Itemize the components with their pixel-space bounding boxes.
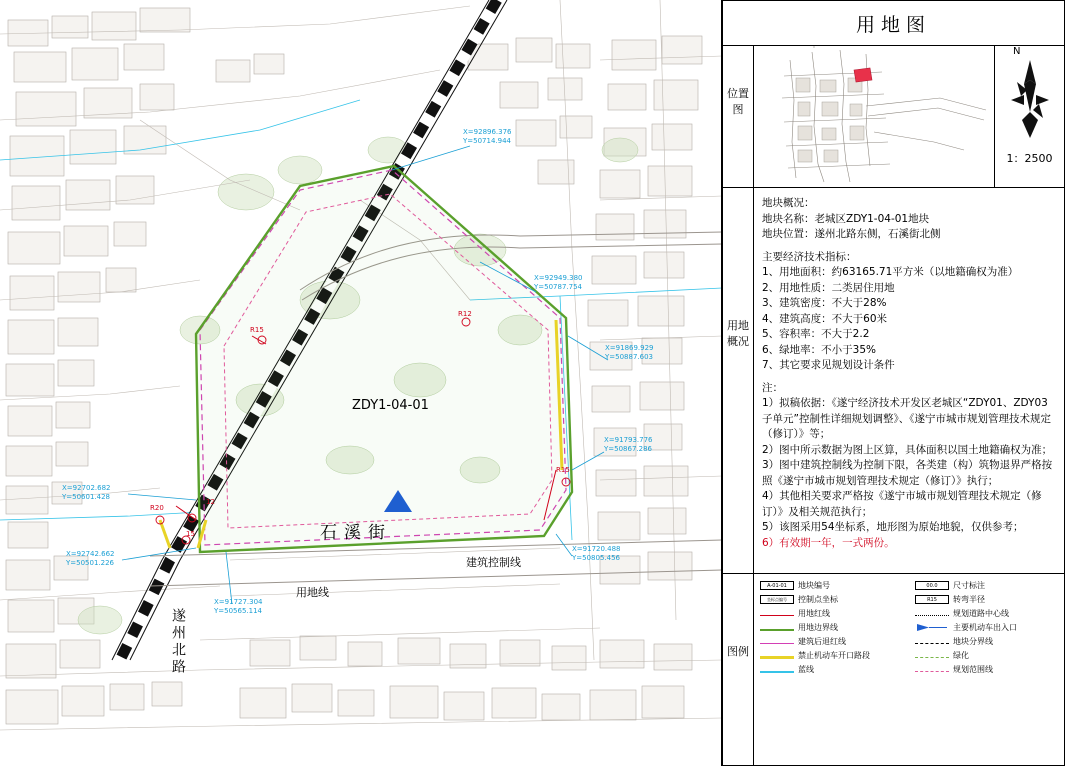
legend-item-label: 尺寸标注: [953, 581, 985, 590]
metric-item: 3、建筑密度：不大于28%: [762, 297, 887, 309]
legend-item: [915, 594, 1060, 605]
parcel-location-line: 地块位置：遂州北路东侧，石溪街北侧: [762, 228, 941, 240]
metric-item: 7、其它要求见规划设计条件: [762, 359, 895, 371]
legend-item: [760, 580, 905, 591]
legend-item: [760, 608, 905, 619]
metric-item: 2、用地性质：二类居住用地: [762, 281, 895, 294]
coordinate-label: X=92702.682 Y=50601.428: [62, 484, 111, 501]
location-map-row: [723, 46, 1064, 187]
legend-body: [754, 574, 1064, 766]
legend-item-label: 用地红线: [798, 609, 830, 618]
legend-item: [915, 636, 1060, 647]
no-access-swatch-icon: [760, 656, 794, 659]
legend-item: [915, 622, 1060, 633]
setback-line-swatch-icon: [760, 643, 794, 644]
metric-item: 1、用地面积：约63165.71平方米（以地籍确权为准）: [762, 266, 1019, 278]
scale-label: 1：2500: [1006, 152, 1053, 165]
coordinate-label: X=92949.380 Y=50787.754: [534, 274, 583, 291]
legend-item: [915, 664, 1060, 675]
road-centerline-swatch-icon: [915, 615, 949, 616]
entrance-arrow-swatch-icon: [915, 623, 949, 632]
parcel-code-label: ZDY1-04-01: [352, 398, 429, 413]
legend-item-label: 规划道路中心线: [953, 609, 1009, 618]
parcel-divider-swatch-icon: [915, 643, 949, 644]
street-label-shixijie: 石溪街: [320, 523, 392, 543]
metrics-heading: 主要经济技术指标：: [762, 250, 857, 263]
overview-side-label: 用地概况: [727, 319, 749, 348]
legend-row: [723, 574, 1064, 766]
location-map[interactable]: [754, 46, 994, 187]
greenery-swatch-icon: [915, 657, 949, 658]
sheet-title-row: [723, 1, 1064, 45]
legend-item: [915, 580, 1060, 591]
red-line-swatch-icon: [760, 615, 794, 616]
note-item: 1）拟稿依据：《遂宁经济技术开发区老城区“ZDY01、ZDY03子单元”控制性详细规划调整》、《遂宁市城市规划管理技术规定（修订）》等；: [762, 397, 1051, 440]
north-arrow-icon: [1005, 54, 1055, 144]
note-item: 5）该图采用54坐标系，地形图为原始地貌，仅供参考；: [762, 521, 1024, 533]
land-use-line-label: 用地线: [296, 586, 329, 599]
north-letter: N: [1013, 46, 1021, 57]
legend-item: [760, 594, 905, 605]
dimension-label: 15: [186, 530, 195, 538]
green-boundary-swatch-icon: [760, 629, 794, 631]
note-item-validity: 6）有效期一年，一式两份。: [762, 536, 895, 549]
coordinate-label: X=91869.929 Y=50887.603: [605, 344, 654, 361]
parcel-name-line: 地块名称：老城区ZDY1-04-01地块: [762, 212, 930, 225]
location-map-label: 位置图: [727, 87, 749, 116]
coordinate-label: X=91793.776 Y=50867.286: [604, 436, 653, 453]
legend-item: [915, 650, 1060, 661]
legend-item-label: 建筑后退红线: [798, 637, 846, 646]
legend-item: [760, 622, 905, 633]
coordinate-label: X=92742.662 Y=50501.226: [66, 550, 115, 567]
legend-item-label: 转弯半径: [953, 595, 985, 604]
parcel-code-swatch-icon: A-01-01: [760, 581, 794, 590]
dimension-label: R12: [458, 310, 472, 318]
legend-item-label: 控制点坐标: [798, 595, 838, 604]
note-item: 2）图中所示数据为图上区算，具体面积以国土地籍确权为准；: [762, 443, 1053, 456]
dimension-label: 12: [206, 498, 215, 506]
coordinate-label: X=92896.376 Y=50714.944: [463, 128, 512, 145]
legend-item: [760, 636, 905, 647]
street-label-suizhoubeilu: 遂州北路: [170, 608, 186, 676]
dimension-label: R20: [150, 504, 164, 512]
legend-item: [760, 664, 905, 675]
scale-cell: [995, 46, 1064, 187]
note-item: 3）图中建筑控制线为控制下限，各类建（构）筑物退界严格按照《遂宁市城市规划管理技术规定（修订）》执行；: [762, 459, 1053, 487]
legend-item-label: 蓝线: [798, 665, 814, 674]
coordinate-label: X=91720.488 Y=50805.456: [572, 545, 621, 562]
info-panel: [722, 0, 1065, 766]
legend-item-label: 用地边界线: [798, 623, 838, 632]
legend-item: [760, 650, 905, 661]
note-item: 4）其他相关要求严格按《遂宁市城市规划管理技术规定（修订）》及相关规范执行；: [762, 490, 1042, 518]
legend-item-label: 地块编号: [798, 581, 830, 590]
metric-item: 6、绿地率：不小于35%: [762, 343, 877, 356]
metric-item: 4、建筑高度：不大于60米: [762, 312, 888, 325]
legend-item-label: 地块分界线: [953, 637, 993, 646]
overview-row: [723, 188, 1064, 573]
dimension-label: R15: [250, 326, 264, 334]
dimension-label: R15: [556, 466, 570, 474]
building-control-line-label: 建筑控制线: [466, 556, 521, 569]
blue-line-swatch-icon: [760, 671, 794, 673]
legend-item-label: 绿化: [953, 651, 969, 660]
control-point-swatch-icon: 坐标点编号: [760, 595, 794, 604]
legend-item-label: 规划范围线: [953, 665, 993, 674]
page-title: 用地图: [855, 13, 931, 36]
legend-item-label: 禁止机动车开口路段: [798, 651, 870, 660]
dimension-swatch-icon: 00.0: [915, 581, 949, 590]
planning-boundary-swatch-icon: [915, 671, 949, 672]
notes-heading: 注：: [762, 381, 783, 394]
turn-radius-swatch-icon: R15: [915, 595, 949, 604]
overview-heading: 地块概况：: [762, 197, 815, 209]
location-map-graphics: [754, 46, 994, 187]
metric-item: 5、容积率：不大于2.2: [762, 328, 870, 340]
legend-side-label: 图例: [727, 645, 749, 658]
overview-body: [754, 188, 1064, 573]
legend-item: [915, 608, 1060, 619]
coordinate-label: X=91727.304 Y=50565.114: [214, 598, 263, 615]
legend-item-label: 主要机动车出入口: [953, 623, 1017, 632]
